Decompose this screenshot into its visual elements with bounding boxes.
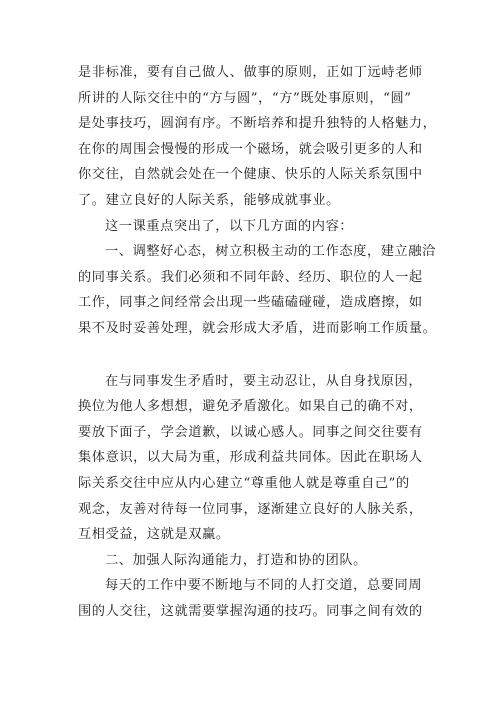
text-line: 要放下面子，学会道歉，以诚心感人。同事之间交往要有 (78, 424, 423, 440)
text-line: 是处事技巧，圆润有序。不断培养和提升独特的人格魅力， (78, 116, 437, 132)
text-line: 工作，同事之间经常会出现一些磕磕碰碰，造成磨擦，如 (78, 295, 423, 311)
text-line: 的同事关系。我们必须和不同年龄、经历、职位的人一起 (78, 269, 423, 285)
text-line: 集体意识，以大局为重，形成利益共同体。因此在职场人 (78, 450, 423, 466)
paragraph-point-one (78, 239, 437, 341)
text-line: 换位为他人多想想，避免矛盾激化。如果自己的确不对， (78, 399, 423, 415)
text-line: 每天的工作中要不断地与不同的人打交道，总要同周 (105, 578, 423, 594)
paragraph-spacer (78, 342, 422, 369)
text-line: 际关系交往中应从内心建立“尊重他人就是尊重自己”的 (78, 475, 410, 491)
text-line: 互相受益，这就是双赢。 (78, 527, 230, 543)
paragraph-summary (78, 214, 422, 240)
text-line: 二、加强人际沟通能力，打造和协的团队。 (105, 552, 367, 568)
text-line: 在你的周围会慢慢的形成一个磁场，就会吸引更多的人和 (78, 141, 423, 157)
text-line: 这一课重点突出了，以下几方面的内容： (105, 218, 354, 234)
text-line: 果不及时妥善处理，就会形成大矛盾，进而影响工作质量。 (78, 320, 437, 336)
paragraph-intro (78, 60, 437, 214)
paragraph-communication (78, 573, 422, 624)
text-line: 围的人交往，这就需要掌握沟通的技巧。同事之间有效的 (78, 603, 423, 619)
text-line: 观念，友善对待每一位同事，逐渐建立良好的人脉关系， (78, 501, 423, 517)
text-line: 在与同事发生矛盾时，要主动忍让，从自身找原因， (105, 373, 423, 389)
text-line: 你交往，自然就会处在一个健康、快乐的人际关系氛围中 (78, 167, 423, 183)
text-line: 了。建立良好的人际关系，能够成就事业。 (78, 192, 340, 208)
text-line: 是非标准，要有自己做人、做事的原则，正如丁远峙老师 (78, 65, 423, 80)
paragraph-conflict (78, 369, 422, 548)
text-line: 一、调整好心态，树立积极主动的工作态度，建立融洽 (105, 244, 436, 260)
document-page (78, 60, 437, 624)
text-line: 所讲的人际交往中的“方与圆”，“方”既处事原则，“圆” (78, 90, 412, 106)
paragraph-point-two (78, 548, 422, 574)
